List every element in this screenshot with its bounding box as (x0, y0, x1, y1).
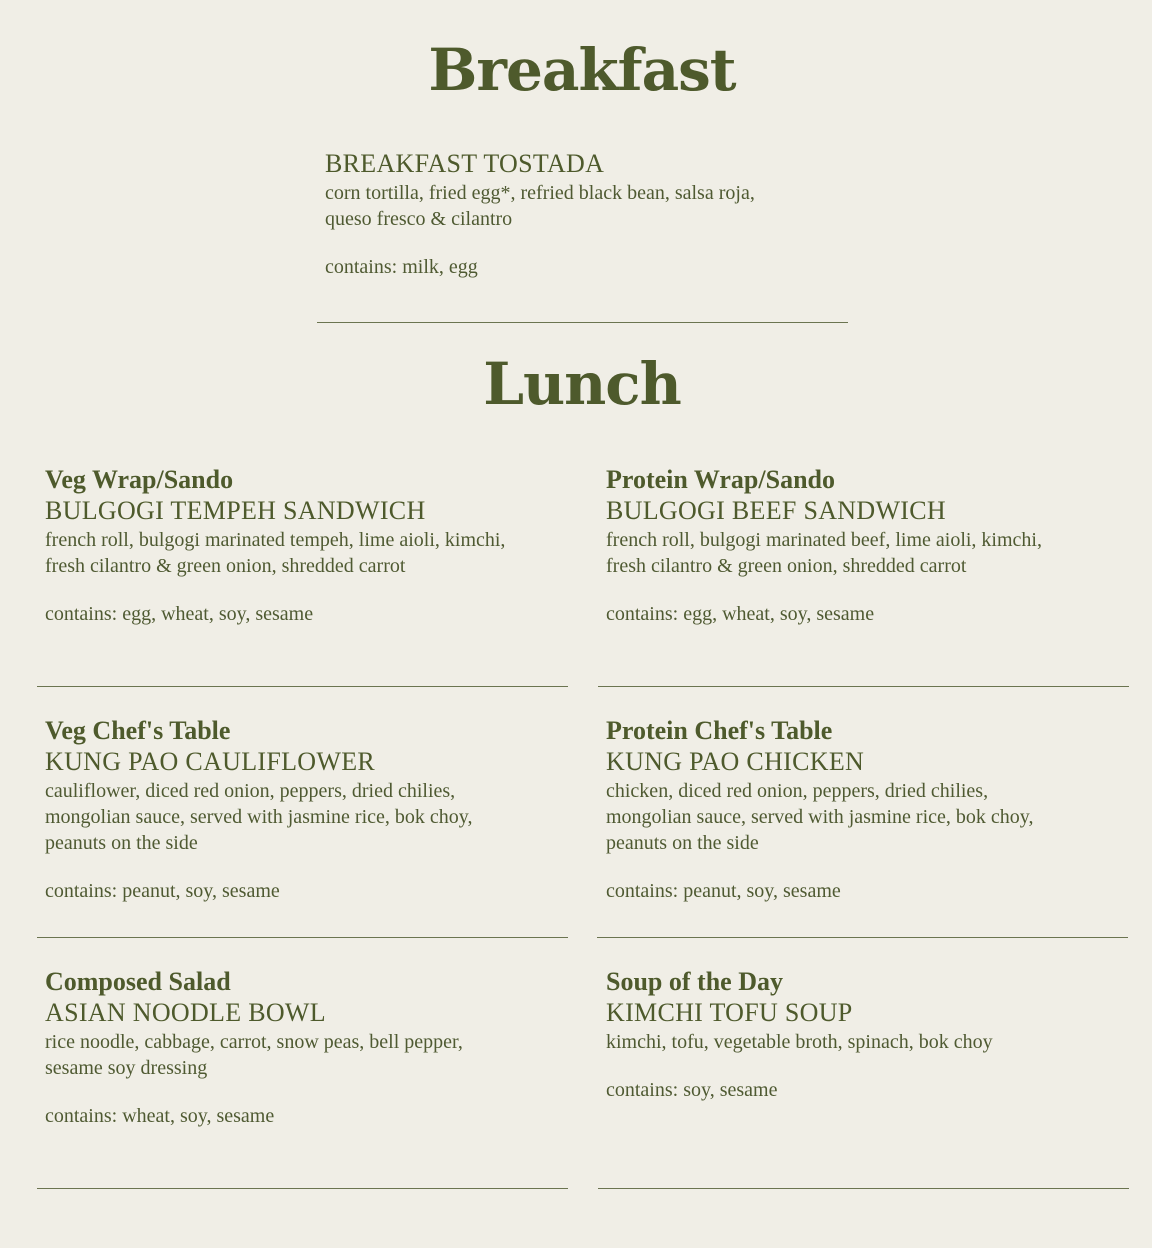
dish-description: french roll, bulgogi marinated tempeh, lime aioli, kimchi, fresh cilantro & green onion, shredded carrot (45, 529, 506, 577)
allergen-info: contains: soy, sesame (606, 1079, 778, 1101)
lunch-heading: Lunch (483, 350, 681, 418)
allergen-info: contains: peanut, soy, sesame (606, 880, 841, 902)
item-divider (37, 686, 568, 687)
item-category: Protein Chef's Table (606, 716, 833, 745)
dish-description: corn tortilla, fried egg*, refried black bean, salsa roja, queso fresco & cilantro (325, 182, 755, 230)
menu-item-protein-chefs-table (606, 716, 1126, 904)
item-divider (597, 937, 1128, 938)
item-divider (598, 686, 1129, 687)
dish-description: rice noodle, cabbage, carrot, snow peas, bell pepper, sesame soy dressing (45, 1031, 463, 1079)
item-category: Soup of the Day (606, 967, 783, 996)
item-divider (37, 1188, 568, 1189)
breakfast-item (325, 148, 925, 280)
dish-name: KUNG PAO CAULIFLOWER (45, 747, 376, 776)
dish-name: BULGOGI TEMPEH SANDWICH (45, 496, 426, 525)
allergen-info: contains: wheat, soy, sesame (45, 1105, 275, 1127)
section-divider (317, 322, 848, 323)
dish-description: french roll, bulgogi marinated beef, lime aioli, kimchi, fresh cilantro & green onion, shredded carrot (606, 529, 1042, 577)
allergen-info: contains: peanut, soy, sesame (45, 880, 280, 902)
dish-description: cauliflower, diced red onion, peppers, dried chilies, mongolian sauce, served with jasmine rice, bok choy, peanuts on the side (45, 780, 473, 854)
allergen-info: contains: milk, egg (325, 256, 478, 278)
item-divider (37, 937, 568, 938)
dish-name: BULGOGI BEEF SANDWICH (606, 496, 946, 525)
item-divider (598, 1188, 1129, 1189)
menu-item-protein-wrap (606, 465, 1126, 627)
menu-item-composed-salad (45, 967, 565, 1129)
dish-description: chicken, diced red onion, peppers, dried chilies, mongolian sauce, served with jasmine rice, bok choy, peanuts on the side (606, 780, 1034, 854)
allergen-info: contains: egg, wheat, soy, sesame (45, 603, 314, 625)
item-category: Composed Salad (45, 967, 231, 996)
dish-name: ASIAN NOODLE BOWL (45, 998, 326, 1027)
item-category: Veg Chef's Table (45, 716, 231, 745)
dish-name: BREAKFAST TOSTADA (325, 149, 605, 178)
menu-item-soup-of-the-day (606, 967, 1126, 1103)
dish-name: KUNG PAO CHICKEN (606, 747, 865, 776)
dish-name: KIMCHI TOFU SOUP (606, 998, 853, 1027)
allergen-info: contains: egg, wheat, soy, sesame (606, 603, 875, 625)
breakfast-heading: Breakfast (428, 36, 736, 104)
menu-item-veg-wrap (45, 465, 565, 627)
item-category: Protein Wrap/Sando (606, 465, 835, 494)
item-category: Veg Wrap/Sando (45, 465, 234, 494)
dish-description: kimchi, tofu, vegetable broth, spinach, bok choy (606, 1031, 993, 1053)
menu-item-veg-chefs-table (45, 716, 565, 904)
